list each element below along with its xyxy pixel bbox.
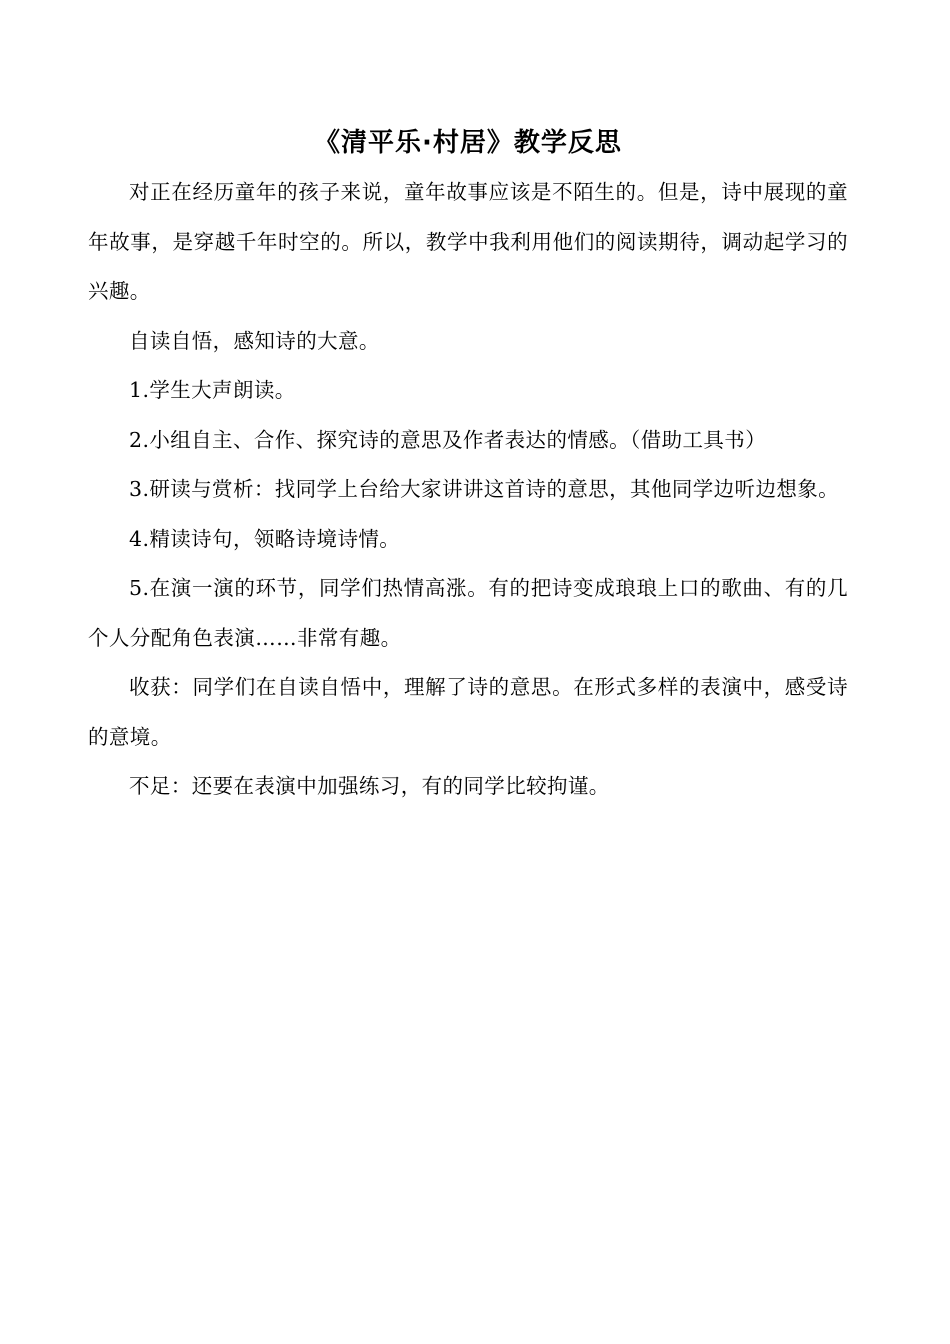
paragraph-step-1: 1.学生大声朗读。: [129, 378, 296, 402]
paragraph-step-2: 2.小组自主、合作、探究诗的意思及作者表达的情感。（借助工具书）: [129, 427, 767, 452]
document-title: 《清平乐·村居》教学反思: [314, 128, 622, 158]
paragraph-shortcomings: 不足：还要在表演中加强练习，有的同学比较拘谨。: [129, 774, 610, 798]
paragraph-step-3: 3.研读与赏析：找同学上台给大家讲讲这首诗的意思，其他同学边听边想象。: [129, 477, 840, 501]
document-body: [88, 118, 848, 812]
paragraph-gains: 收获：同学们在自读自悟中，理解了诗的意思。在形式多样的表演中，感受诗的意境。: [88, 675, 848, 749]
paragraph-step-5: 5.在演一演的环节，同学们热情高涨。有的把诗变成琅琅上口的歌曲、有的几个人分配角色表演……非常有趣。: [88, 576, 848, 650]
paragraph-step-4: 4.精读诗句，领略诗境诗情。: [129, 526, 401, 551]
paragraph-self-reading: 自读自悟，感知诗的大意。: [129, 328, 380, 353]
paragraph-intro: 对正在经历童年的孩子来说，童年故事应该是不陌生的。但是，诗中展现的童年故事，是穿越千年时空的。所以，教学中我利用他们的阅读期待，调动起学习的兴趣。: [88, 180, 848, 303]
